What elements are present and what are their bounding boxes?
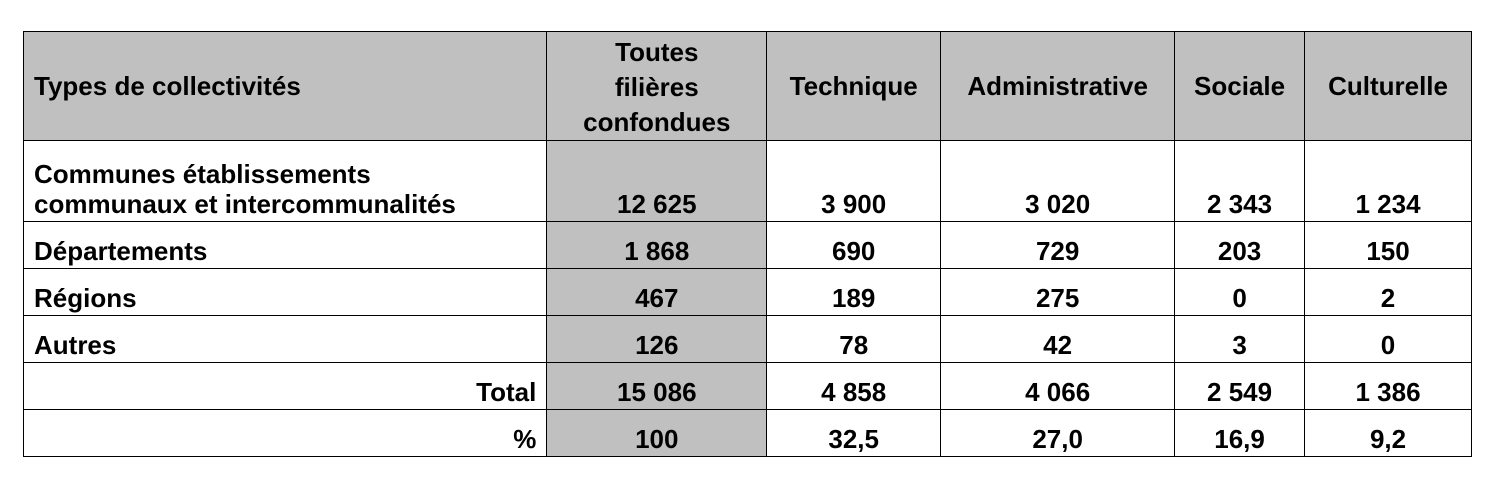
cell-all: 1 868 [547,222,767,269]
row-label: Départements [24,222,547,269]
cell-technique: 690 [767,222,941,269]
cell-administrative: 3 020 [941,141,1175,222]
cell-technique: 78 [767,316,941,363]
header-all-line3: confondues [583,106,731,137]
percent-culturelle: 9,2 [1305,410,1472,457]
total-row [24,363,1472,410]
header-culturelle: Culturelle [1305,32,1472,141]
cell-sociale: 2 343 [1175,141,1305,222]
table-row [24,141,1472,222]
total-technique: 4 858 [767,363,941,410]
row-label: Régions [24,269,547,316]
cell-administrative: 275 [941,269,1175,316]
cell-administrative: 729 [941,222,1175,269]
header-type: Types de collectivités [24,32,547,141]
percent-row [24,410,1472,457]
cell-all: 126 [547,316,767,363]
cell-culturelle: 150 [1305,222,1472,269]
row-label-line2: communaux et intercommunalités [34,189,456,219]
header-all-line1: Toutes [615,36,699,67]
cell-sociale: 0 [1175,269,1305,316]
total-label: Total [24,363,547,410]
percent-technique: 32,5 [767,410,941,457]
cell-sociale: 203 [1175,222,1305,269]
header-all [547,32,767,141]
row-label [24,141,547,222]
percent-all: 100 [547,410,767,457]
row-label: Autres [24,316,547,363]
header-sociale: Sociale [1175,32,1305,141]
cell-sociale: 3 [1175,316,1305,363]
table-row [24,222,1472,269]
cell-culturelle: 2 [1305,269,1472,316]
cell-technique: 3 900 [767,141,941,222]
table-row [24,316,1472,363]
cell-technique: 189 [767,269,941,316]
percent-sociale: 16,9 [1175,410,1305,457]
total-administrative: 4 066 [941,363,1175,410]
cell-administrative: 42 [941,316,1175,363]
header-row [24,32,1472,141]
collectivites-table [23,31,1472,457]
cell-culturelle: 0 [1305,316,1472,363]
percent-label: % [24,410,547,457]
header-administrative: Administrative [941,32,1175,141]
table-row [24,269,1472,316]
cell-all: 12 625 [547,141,767,222]
header-all-line2: filières [614,71,699,102]
row-label-line1: Communes établissements [34,159,371,189]
cell-all: 467 [547,269,767,316]
total-culturelle: 1 386 [1305,363,1472,410]
cell-culturelle: 1 234 [1305,141,1472,222]
percent-administrative: 27,0 [941,410,1175,457]
header-technique: Technique [767,32,941,141]
total-sociale: 2 549 [1175,363,1305,410]
total-all: 15 086 [547,363,767,410]
